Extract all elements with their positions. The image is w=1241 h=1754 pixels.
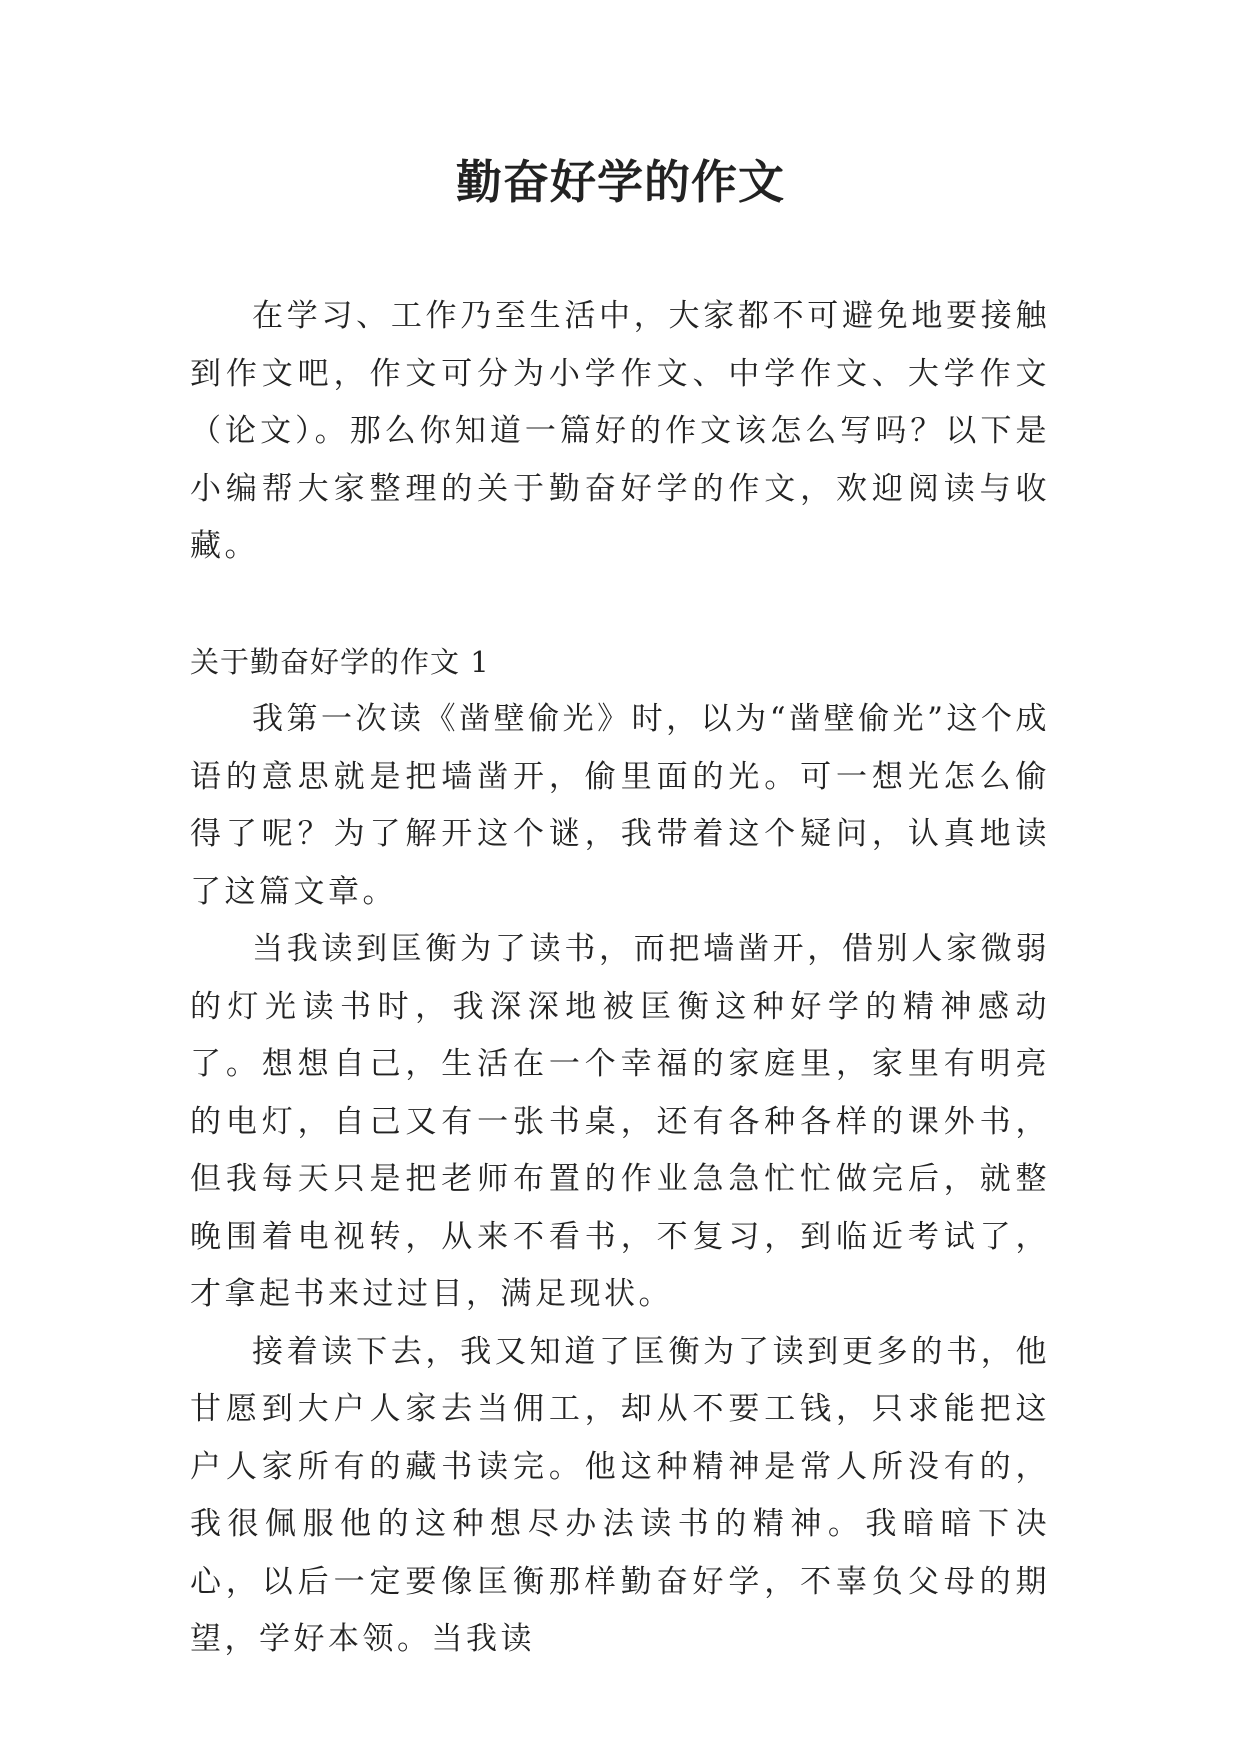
section-heading: 关于勤奋好学的作文 1 bbox=[190, 644, 490, 679]
document-body bbox=[190, 288, 1050, 1669]
body-paragraph-3: 接着读下去，我又知道了匡衡为了读到更多的书，他甘愿到大户人家去当佣工，却从不要工钱，只求能把这户人家所有的藏书读完。他这种精神是常人所没有的，我很佩服他的这种想尽办法读书的精神。我暗暗下决心，以后一定要像匡衡那样勤奋好学，不辜负父母的期望，学好本领。当我读 bbox=[190, 1333, 1050, 1657]
body-paragraph-2: 当我读到匡衡为了读书，而把墙凿开，借别人家微弱的灯光读书时，我深深地被匡衡这种好学的精神感动了。想想自己，生活在一个幸福的家庭里，家里有明亮的电灯，自己又有一张书桌，还有各种各样的课外书，但我每天只是把老师布置的作业急急忙忙做完后，就整晚围着电视转，从来不看书，不复习，到临近考试了，才拿起书来过过目，满足现状。 bbox=[190, 931, 1050, 1312]
document-title: 勤奋好学的作文 bbox=[456, 155, 785, 209]
body-paragraph-1: 我第一次读《凿壁偷光》时，以为“凿壁偷光”这个成语的意思就是把墙凿开，偷里面的光。可一想光怎么偷得了呢？为了解开这个谜，我带着这个疑问，认真地读了这篇文章。 bbox=[190, 701, 1050, 910]
intro-paragraph: 在学习、工作乃至生活中，大家都不可避免地要接触到作文吧，作文可分为小学作文、中学作文、大学作文（论文）。那么你知道一篇好的作文该怎么写吗？以下是小编帮大家整理的关于勤奋好学的作文，欢迎阅读与收藏。 bbox=[190, 298, 1050, 564]
